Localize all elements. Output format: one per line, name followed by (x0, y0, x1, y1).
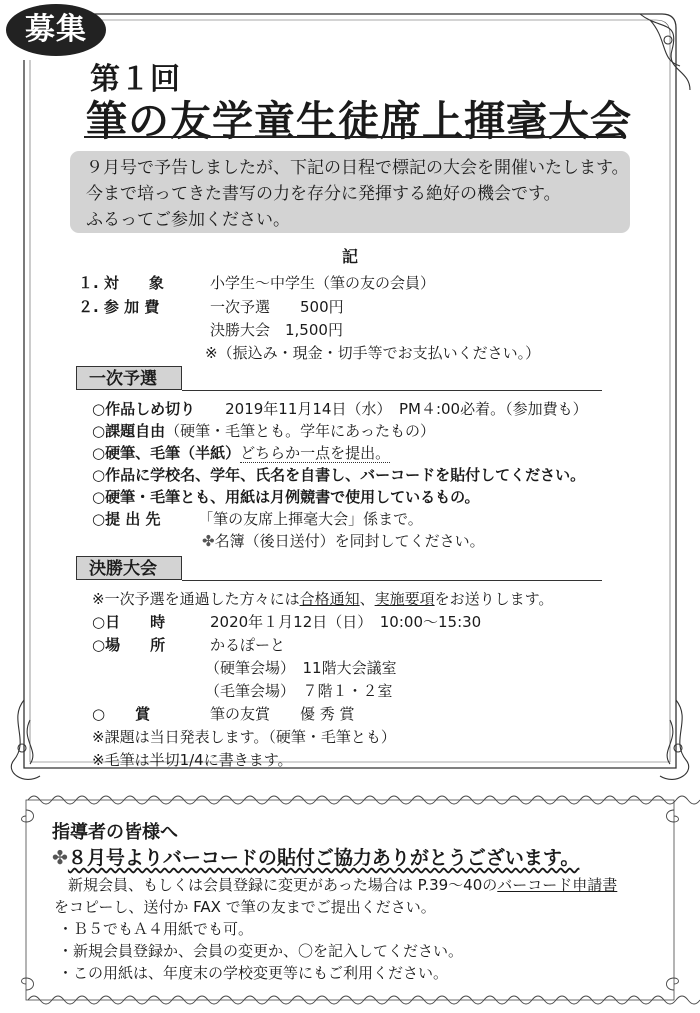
flourish-corner-icon (660, 700, 689, 779)
event-edition: 第１回 (90, 62, 180, 97)
leaders-thanks: ✤８月号よりバーコードの貼付ご協力ありがとうございます。 (52, 847, 580, 869)
final-venue-hard: （硬筆会場） 11階大会議室 (205, 659, 397, 677)
target-value: 小学生～中学生（筆の友の会員） (210, 274, 436, 292)
prelim-item-labeling: ○作品に学校名、学年、氏名を自書し、バーコードを貼付してください。 (92, 466, 586, 484)
clover-icon: ✤ (52, 847, 68, 869)
section-heading-final: 決勝大会 (76, 556, 182, 580)
final-task-note: ※課題は当日発表します。（硬筆・毛筆とも） (92, 728, 396, 746)
prelim-item-paper: ○硬筆・毛筆とも、用紙は月例競書で使用しているもの。 (92, 488, 480, 506)
intro-line: 今まで培ってきた書写の力を存分に発揮する絶好の機会です。 (86, 184, 561, 204)
final-note: ※一次予選を通過した方々には合格通知、実施要項をお送りします。 (92, 590, 554, 608)
final-place-label: ○場 所 (92, 636, 166, 654)
leaders-bullet: ・新規会員登録か、会員の変更か、〇を記入してください。 (58, 942, 464, 960)
flourish-corner-icon (11, 700, 40, 779)
intro-line: ９月号で予告しましたが、下記の日程で標記の大会を開催いたします。 (86, 158, 629, 178)
flourish-corner-icon (640, 14, 690, 90)
section-heading-prelim: 一次予選 (76, 366, 182, 390)
fee-prelim: 一次予選 500円 (210, 298, 344, 316)
title-divider (84, 136, 624, 138)
section-divider (182, 580, 602, 581)
recruit-badge: 募集 (6, 4, 106, 56)
final-date-label: ○日 時 (92, 613, 166, 631)
leaders-body-1: 新規会員、もしくは会員登録に変更があった場合は P.39～40のバーコード申請書 (68, 876, 618, 894)
fee-note: ※（振込み・現金・切手等でお支払いください。） (205, 344, 541, 362)
prelim-item-deadline: ○作品しめ切り 2019年11月14日（水） PM４:00必着。（参加費も） (92, 400, 588, 418)
intro-line: ふるってご参加ください。 (86, 210, 290, 230)
prelim-item-submit: ○提 出 先 「筆の友席上揮毫大会」係まで。 (92, 510, 423, 528)
prelim-item-format: ○硬筆、毛筆（半紙）どちらか一点を提出。 (92, 444, 391, 462)
leaders-bullet: ・Ｂ５でもＡ４用紙でも可。 (58, 920, 254, 938)
final-prize-value: 筆の友賞 優 秀 賞 (210, 705, 355, 723)
section-divider (182, 390, 602, 391)
intro-box (70, 151, 630, 233)
fee-final: 決勝大会 1,500円 (210, 321, 343, 339)
fee-label: ２. 参 加 費 (78, 298, 160, 316)
prelim-list-note: ✤名簿（後日送付）を同封してください。 (202, 532, 485, 550)
leaders-heading: 指導者の皆様へ (52, 822, 178, 843)
final-venue-brush: （毛筆会場） ７階１・２室 (205, 682, 393, 700)
final-date-value: 2020年１月12日（日） 10:00～15:30 (210, 613, 482, 631)
leaders-bullet: ・この用紙は、年度末の学校変更等にもご利用ください。 (58, 964, 449, 982)
page-title: 筆の友学童生徒席上揮毫大会 (86, 97, 632, 145)
final-place-value: かるぽーと (210, 636, 286, 654)
final-prize-label: ○ 賞 (92, 705, 151, 723)
target-label: １. 対 象 (78, 274, 164, 292)
prelim-item-theme: ○課題自由（硬筆・毛筆とも。学年にあったもの） (92, 422, 435, 440)
final-brush-note: ※毛筆は半切1/4に書きます。 (92, 751, 293, 769)
clover-icon: ✤ (202, 532, 215, 550)
leaders-body-2: をコピーし、送付か FAX で筆の友までご提出ください。 (54, 898, 436, 916)
notice-heading: 記 (341, 247, 358, 266)
